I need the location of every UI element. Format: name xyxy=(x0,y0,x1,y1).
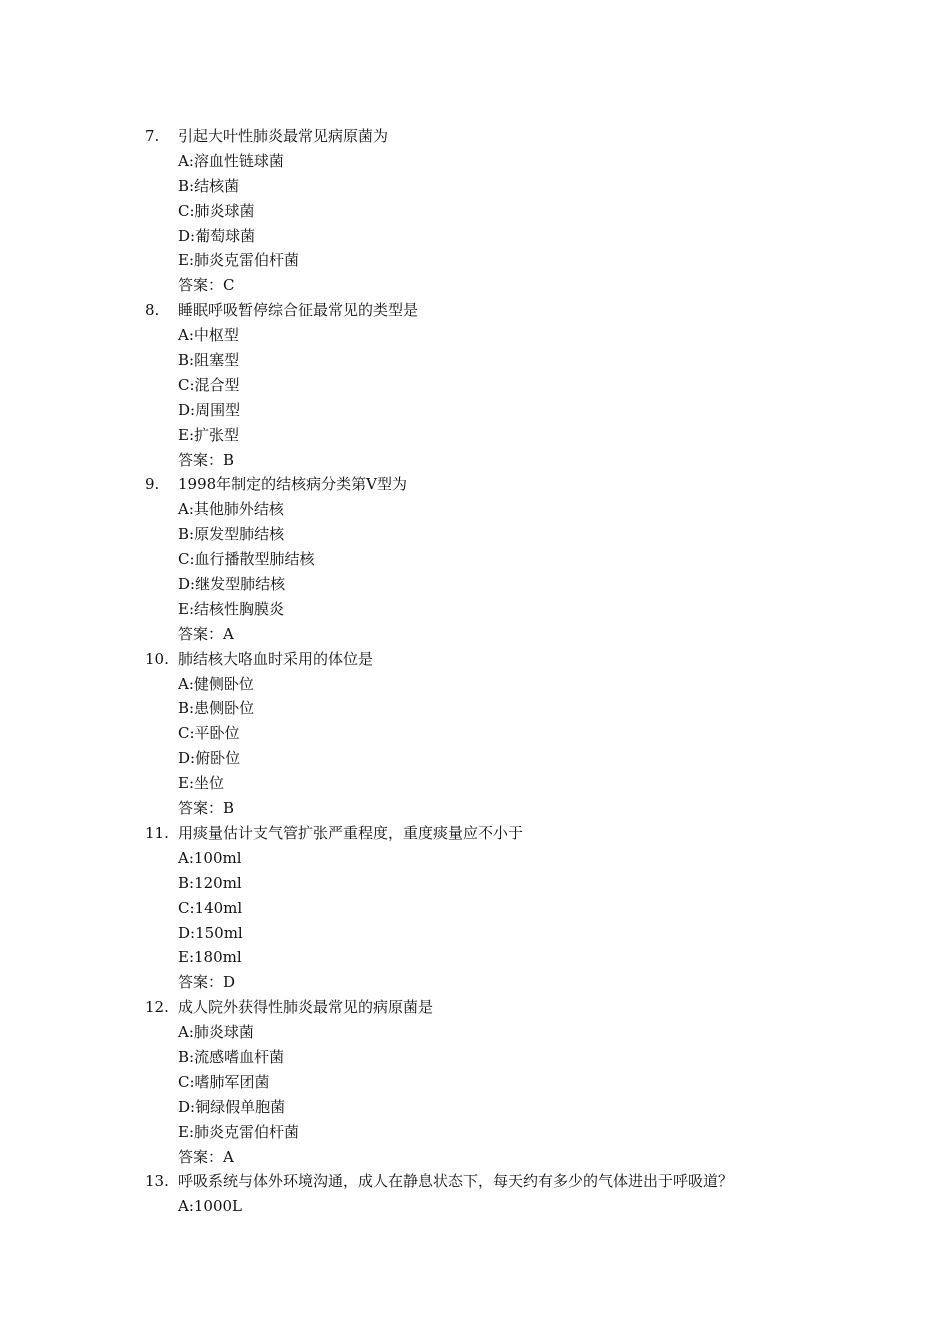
question-stem xyxy=(145,472,905,497)
option-e: E:肺炎克雷伯杆菌 xyxy=(178,251,300,270)
option-a: A:中枢型 xyxy=(178,326,239,345)
option-a: A:100ml xyxy=(178,848,242,867)
option-c: C:肺炎球菌 xyxy=(178,201,255,220)
question-number: 10. xyxy=(145,649,169,668)
option-d: D:俯卧位 xyxy=(178,749,241,768)
answer-line: 答案：A xyxy=(178,1147,234,1166)
option-b: B:原发型肺结核 xyxy=(178,525,285,544)
option-c: C:平卧位 xyxy=(178,724,240,743)
option-a: A:肺炎球菌 xyxy=(178,1023,254,1042)
option-d: D:铜绿假单胞菌 xyxy=(178,1097,286,1116)
option-d: D:继发型肺结核 xyxy=(178,575,286,594)
option-a: A:1000L xyxy=(178,1197,243,1216)
question-number: 12. xyxy=(145,998,169,1017)
answer-line: 答案：A xyxy=(178,624,234,643)
question-number: 8. xyxy=(145,301,160,320)
question-text: 成人院外获得性肺炎最常见的病原菌是 xyxy=(178,998,434,1017)
option-d: D:周围型 xyxy=(178,400,241,419)
option-b: B:阻塞型 xyxy=(178,351,240,370)
option-a: A:其他肺外结核 xyxy=(178,500,284,519)
option-c: C:140ml xyxy=(178,898,243,917)
question-stem xyxy=(145,1169,905,1194)
option-e: E:肺炎克雷伯杆菌 xyxy=(178,1122,300,1141)
option-a: A:健侧卧位 xyxy=(178,674,254,693)
question-text: 肺结核大咯血时采用的体位是 xyxy=(178,649,374,668)
question-text: 引起大叶性肺炎最常见病原菌为 xyxy=(178,127,389,145)
option-c: C:血行播散型肺结核 xyxy=(178,550,315,569)
question-item xyxy=(145,472,905,646)
question-text: 睡眠呼吸暂停综合征最常见的类型是 xyxy=(178,301,419,320)
answer-line: 答案：C xyxy=(178,276,235,295)
option-b: B:流感嗜血杆菌 xyxy=(178,1047,285,1066)
question-item xyxy=(145,1169,905,1219)
option-e: E:扩张型 xyxy=(178,425,240,444)
option-b: B:患侧卧位 xyxy=(178,699,255,718)
question-text: 1998年制定的结核病分类第Ⅴ型为 xyxy=(178,475,408,494)
option-a: A:溶血性链球菌 xyxy=(178,151,284,170)
question-stem xyxy=(145,647,905,672)
option-e: E:结核性胸膜炎 xyxy=(178,599,285,618)
question-number: 7. xyxy=(145,127,160,145)
question-number: 13. xyxy=(145,1172,169,1191)
question-stem xyxy=(145,124,905,149)
question-item xyxy=(145,821,905,995)
option-e: E:180ml xyxy=(178,948,242,967)
option-b: B:结核菌 xyxy=(178,176,240,195)
option-c: C:嗜肺军团菌 xyxy=(178,1072,270,1091)
question-item xyxy=(145,995,905,1169)
question-item xyxy=(145,298,905,472)
question-item xyxy=(145,124,905,298)
question-stem xyxy=(145,821,905,846)
option-e: E:坐位 xyxy=(178,774,225,793)
question-list xyxy=(145,124,905,1219)
option-d: D:150ml xyxy=(178,923,243,942)
option-c: C:混合型 xyxy=(178,375,240,394)
question-stem xyxy=(145,298,905,323)
question-number: 9. xyxy=(145,475,160,494)
question-number: 11. xyxy=(145,823,169,842)
option-b: B:120ml xyxy=(178,873,242,892)
answer-line: 答案：B xyxy=(178,450,235,469)
answer-line: 答案：B xyxy=(178,799,235,818)
question-item xyxy=(145,647,905,821)
question-stem xyxy=(145,995,905,1020)
answer-line: 答案：D xyxy=(178,973,236,992)
question-text: 呼吸系统与体外环境沟通，成人在静息状态下，每天约有多少的气体进出于呼吸道？ xyxy=(178,1172,734,1191)
question-text: 用痰量估计支气管扩张严重程度，重度痰量应不小于 xyxy=(178,823,524,842)
option-d: D:葡萄球菌 xyxy=(178,226,256,245)
